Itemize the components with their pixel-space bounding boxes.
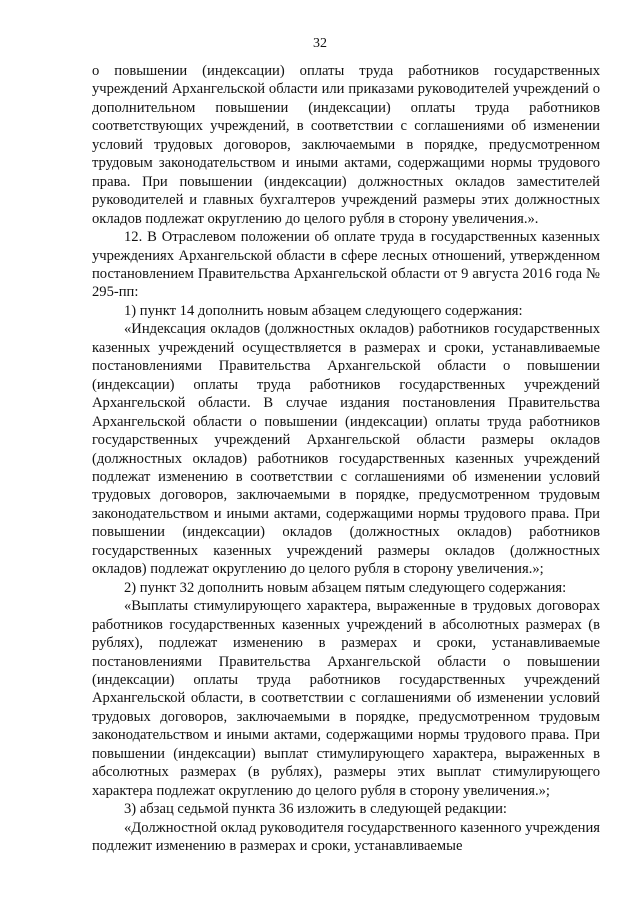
paragraph-item-12: 12. В Отраслевом положении об оплате труда в государственных казенных учреждениях Архангельской области в сфере лесных отношений, утвержденном постановлением Правительства Архангельской области от 9 августа 2016 года № 295-пп: bbox=[92, 229, 600, 301]
paragraph-quote-indexation: «Индексация окладов (должностных окладов) работников государственных казенных учреждений осуществляется в размерах и сроки, устанавливаемые постановлениями Правительства Архангельской области о повышении (индексации) оплаты труда работников государственных учреждений Архангельской области. В случае издания постановления Правительства Архангельской области о повышении (индексации) оплаты труда работников государственных учреждений Архангельской области размеры окладов (должностных окладов) работников государственных казенных учреждений подлежат изменению в соответствии с соглашениями об изменении условий трудовых договоров, заключаемыми в порядке, предусмотренном трудовым законодательством и иными актами, содержащими нормы трудового права. При повышении (индексации) окладов (должностных окладов) работников государственных казенных учреждений размеры окладов (должностных окладов) подлежат округлению до целого рубля в сторону увеличения.»; bbox=[92, 321, 600, 578]
page-number: 32 bbox=[313, 36, 327, 51]
paragraph-quote-stimulating-payments: «Выплаты стимулирующего характера, выраженные в трудовых договорах работников государственных казенных учреждений в абсолютных размерах (в рублях), подлежат изменению в размерах и сроки, устанавливаемые постановлениями Правительства Архангельской области о повышении (индексации) оплаты труда работников государственных учреждений Архангельской области, в соответствии с соглашениями об изменении условий трудовых договоров, заключаемыми в порядке, предусмотренном трудовым законодательством и иными актами, содержащими нормы трудового права. При повышении (индексации) выплат стимулирующего характера, выраженных в абсолютных размерах (в рублях), размеры этих выплат стимулирующего характера подлежат округлению до целого рубля в сторону увеличения.»; bbox=[92, 598, 600, 799]
paragraph-subitem-1: 1) пункт 14 дополнить новым абзацем следующего содержания: bbox=[124, 302, 523, 319]
document-body bbox=[92, 62, 600, 855]
paragraph-subitem-2: 2) пункт 32 дополнить новым абзацем пятым следующего содержания: bbox=[124, 579, 567, 596]
paragraph-subitem-3: 3) абзац седьмой пункта 36 изложить в следующей редакции: bbox=[124, 801, 507, 818]
paragraph-quote-head-salary: «Должностной оклад руководителя государственного казенного учреждения подлежит изменению в размерах и сроки, устанавливаемые bbox=[92, 819, 600, 855]
paragraph-continuation: о повышении (индексации) оплаты труда работников государственных учреждений Архангельской области или приказами руководителей учреждений о дополнительном повышении (индексации) оплаты труда работников соответствующих учреждений, в соответствии с соглашениями об изменении условий трудовых договоров, заключаемыми в порядке, предусмотренном трудовым законодательством и иными актами, содержащими нормы трудового права. При повышении (индексации) должностных окладов заместителей руководителей и главных бухгалтеров учреждений размеры этих должностных окладов подлежат округлению до целого рубля в сторону увеличения.». bbox=[92, 63, 600, 227]
